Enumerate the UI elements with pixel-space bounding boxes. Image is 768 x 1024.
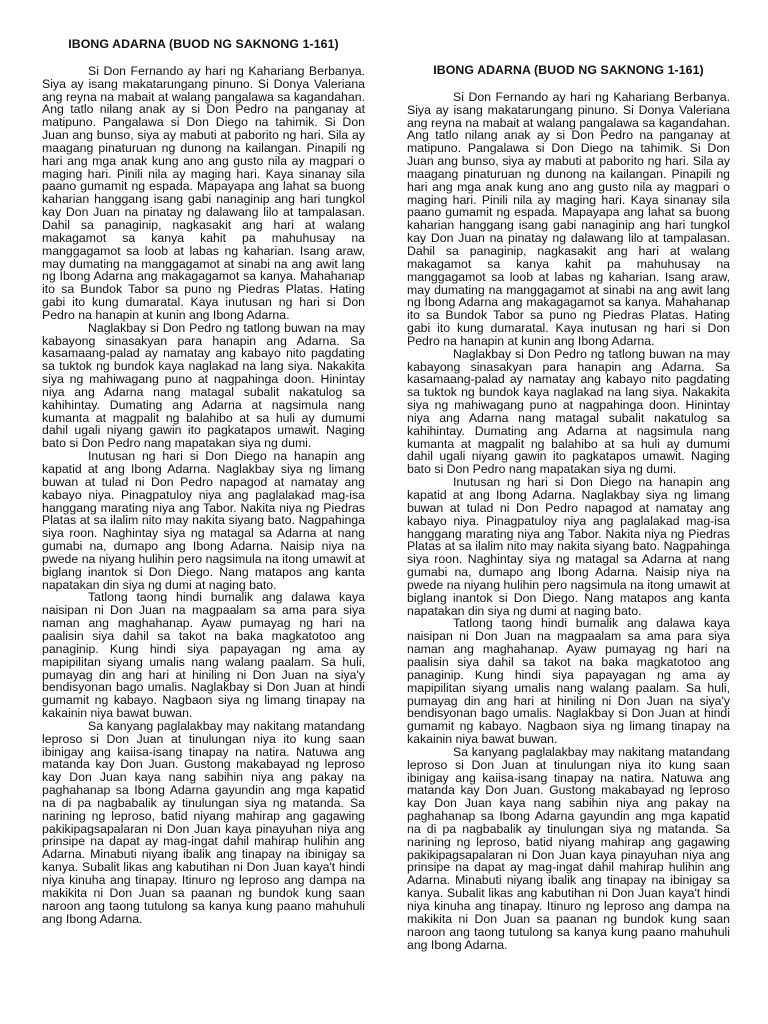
paragraph-1: Si Don Fernando ay hari ng Kahariang Berbanya. Siya ay isang makatarungang pinuno. Si Donya Valeriana ang reyna na mabait at walang pangalawa sa kagandahan. Ang tatlo nilang anak ay si Don Pedro na panganay at matipuno. Pangalawa si Don Diego na tahimik. Si Don Juan ang bunso, siya ay mabuti at paborito ng hari. Sila ay maagang pinaturuan ng dunong na kailangan. Pinapili ng hari ang mga anak kung ano ang gusto nila ay magpari o maging hari. Pinili nila ay maging hari. Kaya sinanay sila paano gumamit ng espada. Mapayapa ang lahat sa buong kaharian hanggang isang gabi nanaginip ang hari tungkol kay Don Juan na pinatay ng dalawang lilo at tampalasan. Dahil sa panaginip, nagkasakit ang hari at walang makagamot sa kanya kahit pa mahuhusay na manggagamot sa loob at labas ng kaharian. Isang araw, may dumating na manggagamot at sinabi na ang awit lang ng Ibong Adarna ang makagagamot sa kanya. Mahahanap ito sa Bundok Tabor sa puno ng Piedras Platas. Hating gabi ito kung dumaratal. Kaya inutusan ng hari si Don Pedro na hanapin at kunin ang Ibong Adarna. — [42, 63, 365, 322]
paragraph-1-copy: Si Don Fernando ay hari ng Kahariang Berbanya. Siya ay isang makatarungang pinuno. Si Donya Valeriana ang reyna na mabait at walang pangalawa sa kagandahan. Ang tatlo nilang anak ay si Don Pedro na panganay at matipuno. Pangalawa si Don Diego na tahimik. Si Don Juan ang bunso, siya ay mabuti at paborito ng hari. Sila ay maagang pinaturuan ng dunong na kailangan. Pinapili ng hari ang mga anak kung ano ang gusto nila ay magpari o maging hari. Pinili nila ay maging hari. Kaya sinanay sila paano gumamit ng espada. Mapayapa ang lahat sa buong kaharian hanggang isang gabi nanaginip ang hari tungkol kay Don Juan na pinatay ng dalawang lilo at tampalasan. Dahil sa panaginip, nagkasakit ang hari at walang makagamot sa kanya kahit pa mahuhusay na manggagamot sa loob at labas ng kaharian. Isang araw, may dumating na manggagamot at sinabi na ang awit lang ng Ibong Adarna ang makagagamot sa kanya. Mahahanap ito sa Bundok Tabor sa puno ng Piedras Platas. Hating gabi ito kung dumaratal. Kaya inutusan ng hari si Don Pedro na hanapin at kunin ang Ibong Adarna. — [407, 89, 730, 348]
paragraph-4: Tatlong taong hindi bumalik ang dalawa kaya naisipan ni Don Juan na magpaalam sa ama para siya naman ang maghahanap. Ayaw pumayag ng hari na paalisin siya dahil sa takot na baka magkatotoo ang panaginip. Kung hindi siya papayagan ng ama ay mapipilitan siyang umalis nang walang paalam. Sa huli, pumayag din ang hari at hiniling ni Don Juan na siya'y bendisyonan bago umalis. Naglakbay si Don Juan at hindi gumamit ng kabayo. Nagbaon siya ng limang tinapay na kakainin niya bawat buwan. — [42, 590, 365, 721]
paragraph-5-copy: Sa kanyang paglalakbay may nakitang matandang leproso si Don Juan at tinulungan niya ito kung saan ibinigay ang kaiisa-isang tinapay na natira. Natuwa ang matanda kay Don Juan. Gustong makabayad ng leproso kay Don Juan kaya nang sabihin niya ang pakay na paghahanap sa Ibong Adarna gayundin ang mga kapatid na di pa nagbabalik ay tinulungan siya ng matanda. Sa narining ng leproso, batid niyang mahirap ang gagawing pakikipagsapalaran ni Don Juan kaya pinayuhan niya ang prinsipe na dapat ay mag-ingat dahil mahirap hulihin ang Adarna. Minabuti niyang ibalik ang tinapay na ibinigay sa kanya. Subalit likas ang kabutihan ni Don Juan kaya't hindi niya kinuha ang tinapay. Itinuro ng leproso ang dampa na makikita ni Don Juan sa paanan ng bundok kung saan naroon ang taong tutulong sa kanya kung paano mahuhuli ang Ibong Adarna. — [407, 744, 730, 952]
paragraph-3: Inutusan ng hari si Don Diego na hanapin ang kapatid at ang Ibong Adarna. Naglakbay siya ng limang buwan at tulad ni Don Pedro napagod at namatay ang kabayo niya. Pinagpatuloy niya ang paglalakad mag-isa hanggang marating niya ang Tabor. Nakita niya ng Piedras Platas at sa ilalim nito may nakita siyang bato. Nagpahinga siya roon. Naghintay siya ng matagal sa Adarna at nang gumabi na, dumapo ang Ibong Adarna. Naisip niya na pwede na niyang hulihin pero nagsimula na itong umawit at biglang inantok si Don Diego. Nang matapos ang kanta napatakan din siya ng dumi at naging bato. — [42, 449, 365, 592]
document-column-right — [407, 64, 730, 951]
paragraph-2: Naglakbay si Don Pedro ng tatlong buwan na may kabayong sinasakyan para hanapin ang Adarna. Sa kasamaang-palad ay namatay ang kabayo nito pagdating sa tuktok ng bundok kaya naglakad na lang siya. Nakakita siya ng mahiwagang puno at nagpahinga doon. Hinintay niya ang Adarna nang matagal subalit nakatulog sa kahihintay. Dumating ang Adarna at nagsimula nang kumanta at magpalit ng balahibo at sa huli ay dumumi dahil ugali niyang gawin ito pagkatapos umawit. Naging bato si Don Pedro nang mapatakan siya ng dumi. — [42, 320, 365, 451]
document-title-copy: IBONG ADARNA (BUOD NG SAKNONG 1-161) — [433, 63, 704, 77]
document-column-left — [42, 38, 365, 925]
document-title: IBONG ADARNA (BUOD NG SAKNONG 1-161) — [68, 37, 339, 51]
paragraph-5: Sa kanyang paglalakbay may nakitang matandang leproso si Don Juan at tinulungan niya ito kung saan ibinigay ang kaiisa-isang tinapay na natira. Natuwa ang matanda kay Don Juan. Gustong makabayad ng leproso kay Don Juan kaya nang sabihin niya ang pakay na paghahanap sa Ibong Adarna gayundin ang mga kapatid na di pa nagbabalik ay tinulungan siya ng matanda. Sa narining ng leproso, batid niyang mahirap ang gagawing pakikipagsapalaran ni Don Juan kaya pinayuhan niya ang prinsipe na dapat ay mag-ingat dahil mahirap hulihin ang Adarna. Minabuti niyang ibalik ang tinapay na ibinigay sa kanya. Subalit likas ang kabutihan ni Don Juan kaya't hindi niya kinuha ang tinapay. Itinuro ng leproso ang dampa na makikita ni Don Juan sa paanan ng bundok kung saan naroon ang taong tutulong sa kanya kung paano mahuhuli ang Ibong Adarna. — [42, 718, 365, 926]
paragraph-3-copy: Inutusan ng hari si Don Diego na hanapin ang kapatid at ang Ibong Adarna. Naglakbay siya ng limang buwan at tulad ni Don Pedro napagod at namatay ang kabayo niya. Pinagpatuloy niya ang paglalakad mag-isa hanggang marating niya ang Tabor. Nakita niya ng Piedras Platas at sa ilalim nito may nakita siyang bato. Nagpahinga siya roon. Naghintay siya ng matagal sa Adarna at nang gumabi na, dumapo ang Ibong Adarna. Naisip niya na pwede na niyang hulihin pero nagsimula na itong umawit at biglang inantok si Don Diego. Nang matapos ang kanta napatakan din siya ng dumi at naging bato. — [407, 475, 730, 618]
paragraph-4-copy: Tatlong taong hindi bumalik ang dalawa kaya naisipan ni Don Juan na magpaalam sa ama para siya naman ang maghahanap. Ayaw pumayag ng hari na paalisin siya dahil sa takot na baka magkatotoo ang panaginip. Kung hindi siya papayagan ng ama ay mapipilitan siyang umalis nang walang paalam. Sa huli, pumayag din ang hari at hiniling ni Don Juan na siya'y bendisyonan bago umalis. Naglakbay si Don Juan at hindi gumamit ng kabayo. Nagbaon siya ng limang tinapay na kakainin niya bawat buwan. — [407, 616, 730, 747]
paragraph-2-copy: Naglakbay si Don Pedro ng tatlong buwan na may kabayong sinasakyan para hanapin ang Adarna. Sa kasamaang-palad ay namatay ang kabayo nito pagdating sa tuktok ng bundok kaya naglakad na lang siya. Nakakita siya ng mahiwagang puno at nagpahinga doon. Hinintay niya ang Adarna nang matagal subalit nakatulog sa kahihintay. Dumating ang Adarna at nagsimula nang kumanta at magpalit ng balahibo at sa huli ay dumumi dahil ugali niyang gawin ito pagkatapos umawit. Naging bato si Don Pedro nang mapatakan siya ng dumi. — [407, 346, 730, 477]
